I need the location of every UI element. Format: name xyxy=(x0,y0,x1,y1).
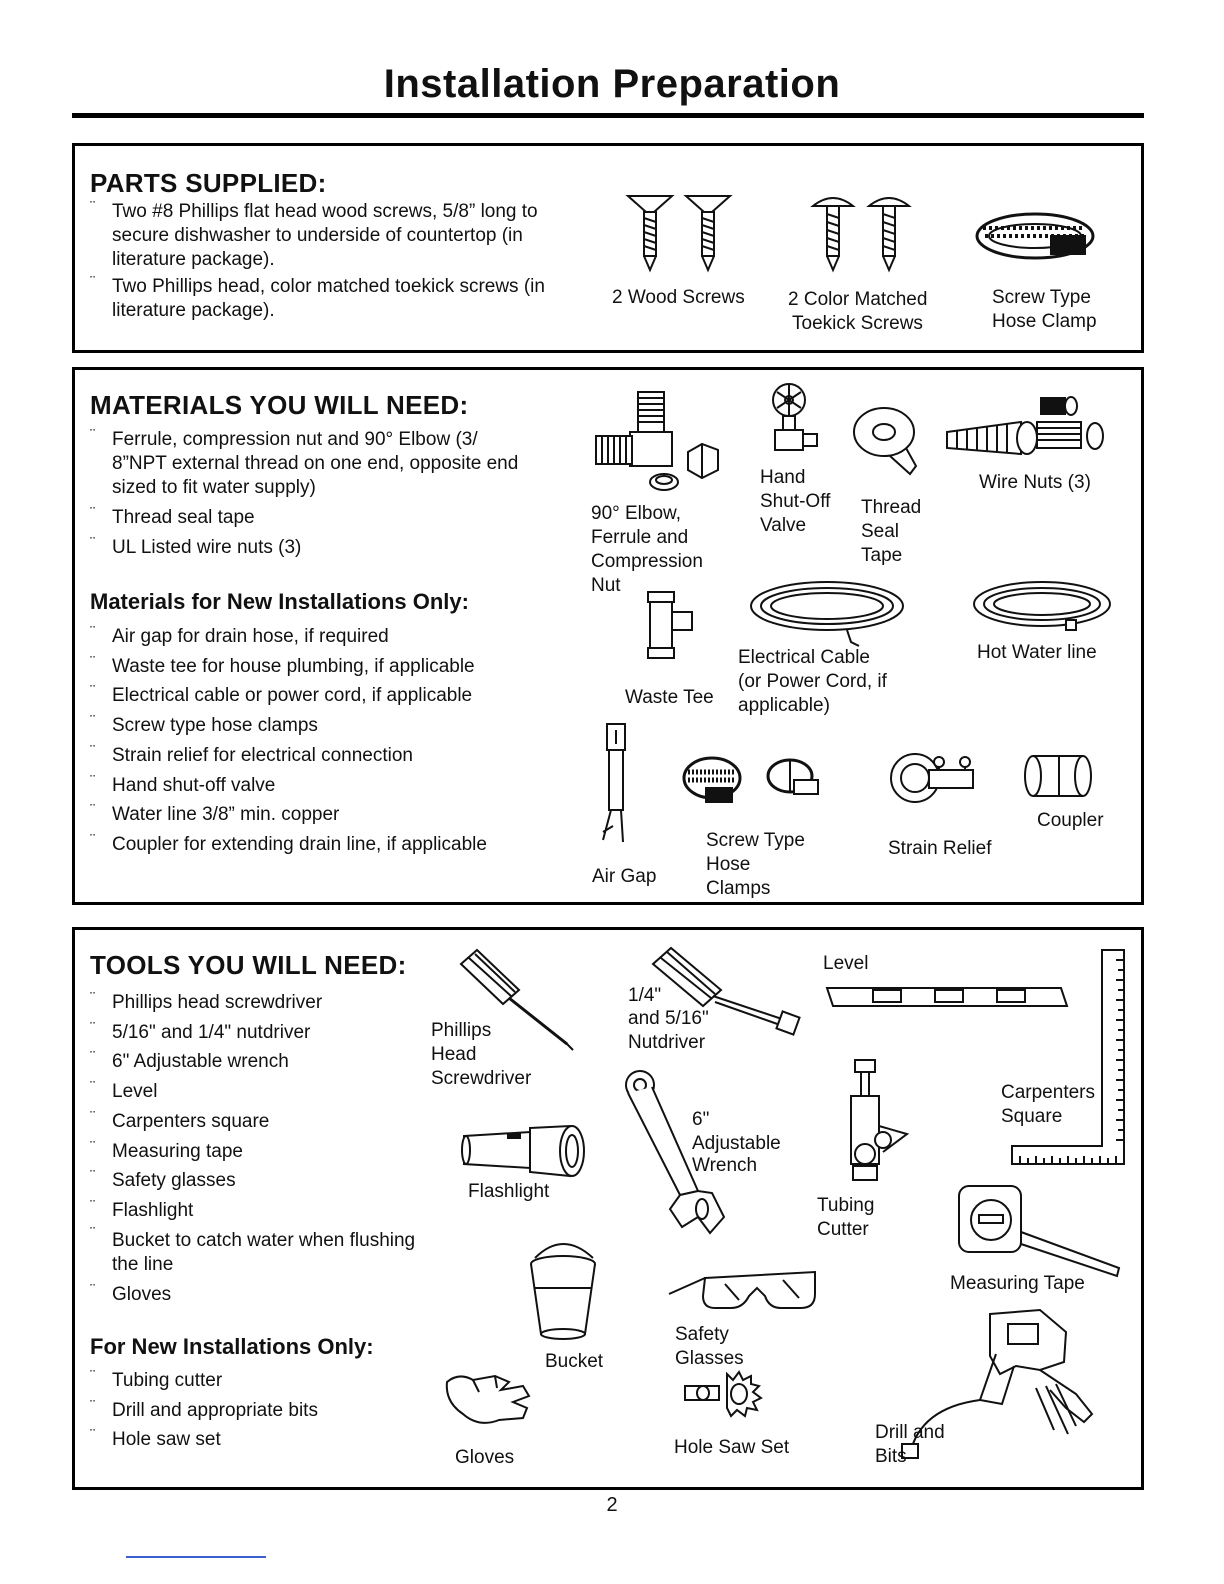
elbow-label-4: Nut xyxy=(591,575,621,596)
tubing-cutter-icon xyxy=(843,1054,923,1189)
tools-new-list xyxy=(90,1366,430,1455)
strain-relief-label: Strain Relief xyxy=(888,838,992,859)
parts-heading: PARTS SUPPLIED: xyxy=(90,168,327,198)
electrical-cable-icon xyxy=(747,576,912,651)
thread-tape-label-2: Seal xyxy=(861,521,900,542)
valve-label-1: Hand xyxy=(760,467,806,488)
wood-screws-icon xyxy=(620,192,740,277)
cutter-label-1: Tubing xyxy=(817,1195,875,1216)
wood-screws-label: 2 Wood Screws xyxy=(612,287,745,308)
hot-water-label: Hot Water line xyxy=(977,642,1097,663)
shut-off-valve-icon xyxy=(763,382,833,462)
measuring-tape-icon xyxy=(955,1182,1125,1277)
flashlight-icon xyxy=(460,1122,600,1182)
square-label-1: Carpenters xyxy=(1001,1082,1095,1103)
materials-list xyxy=(90,428,520,560)
waste-tee-icon xyxy=(628,590,698,665)
hose-clamps-label-1: Screw Type xyxy=(706,830,805,851)
elbow-ferrule-nut-icon xyxy=(590,384,740,494)
hose-clamps-label-2: Hose xyxy=(706,854,751,875)
list-item: ¨ Measuring tape xyxy=(90,1137,430,1167)
elbow-label-3: Compression xyxy=(591,551,703,572)
list-item: ¨ Gloves xyxy=(90,1280,430,1310)
waste-tee-label: Waste Tee xyxy=(625,687,714,708)
elbow-label-1: 90° Elbow, xyxy=(591,503,681,524)
air-gap-icon xyxy=(595,720,645,850)
tools-new-heading: For New Installations Only: xyxy=(90,1334,374,1359)
list-item: ¨ Two Phillips head, color matched toekick screws (in literature package). xyxy=(90,275,560,323)
hose-clamps-label-3: Clamps xyxy=(706,878,771,899)
list-item: ¨ Hand shut-off valve xyxy=(90,771,550,801)
nutdriver-label-3: Nutdriver xyxy=(628,1032,706,1053)
list-item: ¨ UL Listed wire nuts (3) xyxy=(90,536,520,560)
list-item: ¨ Air gap for drain hose, if required xyxy=(90,622,550,652)
hose-clamps-icon xyxy=(678,752,838,812)
drill-label-1: Drill and xyxy=(875,1422,945,1443)
bucket-icon xyxy=(523,1242,608,1347)
list-item: ¨ Tubing cutter xyxy=(90,1366,430,1396)
toekick-screws-label-1: 2 Color Matched xyxy=(788,289,928,310)
carpenters-square-icon xyxy=(1010,946,1130,1171)
air-gap-label: Air Gap xyxy=(592,866,657,887)
title-rule xyxy=(72,113,1144,118)
materials-new-heading: Materials for New Installations Only: xyxy=(90,589,469,614)
list-item: ¨ Carpenters square xyxy=(90,1107,430,1137)
page-number: 2 xyxy=(606,1494,618,1516)
gloves-icon xyxy=(439,1362,544,1437)
glasses-label-1: Safety xyxy=(675,1324,729,1345)
hose-clamp-icon xyxy=(973,206,1103,266)
valve-label-2: Shut-Off xyxy=(760,491,831,512)
tape-measure-label: Measuring Tape xyxy=(950,1273,1085,1294)
tools-heading: TOOLS YOU WILL NEED: xyxy=(90,950,407,980)
toekick-screws-label-2: Toekick Screws xyxy=(792,313,923,334)
footer-link-underline xyxy=(126,1556,266,1558)
list-item: ¨ 5/16" and 1/4" nutdriver xyxy=(90,1018,430,1048)
cable-label-1: Electrical Cable xyxy=(738,647,870,668)
list-item: ¨ Hole saw set xyxy=(90,1425,430,1455)
list-item: ¨ Two #8 Phillips flat head wood screws, 5/8” long to secure dishwasher to underside of countertop (in literature package). xyxy=(90,200,560,272)
strain-relief-icon xyxy=(885,748,980,813)
wire-nuts-icon xyxy=(941,392,1121,467)
tools-list xyxy=(90,988,430,1309)
list-item: ¨ Phillips head screwdriver xyxy=(90,988,430,1018)
materials-new-list xyxy=(90,622,550,860)
toekick-screws-icon xyxy=(803,192,923,277)
list-item: ¨ Coupler for extending drain line, if applicable xyxy=(90,830,550,860)
hole-saw-icon xyxy=(681,1368,781,1423)
gloves-label: Gloves xyxy=(455,1447,515,1468)
thread-tape-icon xyxy=(850,402,925,477)
page-title: Installation Preparation xyxy=(383,62,841,106)
parts-list xyxy=(90,200,560,323)
list-item: ¨ Bucket to catch water when flushing the line xyxy=(90,1226,430,1280)
list-item: ¨ Waste tee for house plumbing, if applicable xyxy=(90,652,550,682)
glasses-label-2: Glasses xyxy=(675,1348,744,1369)
tools-box xyxy=(72,927,1144,1490)
drill-label-2: Bits xyxy=(875,1446,907,1467)
list-item: ¨ Strain relief for electrical connection xyxy=(90,741,550,771)
list-item: ¨ Screw type hose clamps xyxy=(90,711,550,741)
wire-nuts-label: Wire Nuts (3) xyxy=(979,472,1091,493)
cable-label-3: applicable) xyxy=(738,695,830,716)
wood-screw-icon xyxy=(628,196,672,270)
elbow-label-2: Ferrule and xyxy=(591,527,689,548)
materials-box xyxy=(72,367,1144,905)
screwdriver-label-2: Head xyxy=(431,1044,477,1065)
materials-heading: MATERIALS YOU WILL NEED: xyxy=(90,390,469,420)
cutter-label-2: Cutter xyxy=(817,1219,869,1240)
screwdriver-label-1: Phillips xyxy=(431,1020,492,1041)
wrench-label-2: Adjustable xyxy=(692,1133,781,1154)
wrench-label-3: Wrench xyxy=(692,1155,758,1176)
list-item: ¨ Flashlight xyxy=(90,1196,430,1226)
coupler-label: Coupler xyxy=(1037,810,1104,831)
list-item: ¨ Ferrule, compression nut and 90° Elbow (3/ 8”NPT external thread on one end, opposite end sized to fit water supply) xyxy=(90,428,520,500)
wrench-label-1: 6" xyxy=(692,1109,710,1130)
list-item: ¨ Water line 3/8” min. copper xyxy=(90,800,550,830)
list-item: ¨ Thread seal tape xyxy=(90,506,520,530)
thread-tape-label-3: Tape xyxy=(861,545,903,566)
list-item: ¨ Drill and appropriate bits xyxy=(90,1396,430,1426)
thread-tape-label-1: Thread xyxy=(861,497,922,518)
list-item: ¨ Safety glasses xyxy=(90,1166,430,1196)
list-item: ¨ Level xyxy=(90,1077,430,1107)
nutdriver-label-2: and 5/16" xyxy=(628,1008,709,1029)
hose-clamp-label-2: Hose Clamp xyxy=(992,311,1097,332)
valve-label-3: Valve xyxy=(760,515,807,536)
square-label-2: Square xyxy=(1001,1106,1063,1127)
list-item: ¨ 6" Adjustable wrench xyxy=(90,1047,430,1077)
bucket-label: Bucket xyxy=(545,1351,604,1372)
cable-label-2: (or Power Cord, if xyxy=(738,671,887,692)
coupler-icon xyxy=(1023,752,1103,802)
screwdriver-label-3: Screwdriver xyxy=(431,1068,532,1089)
list-item: ¨ Electrical cable or power cord, if applicable xyxy=(90,681,550,711)
hot-water-line-icon xyxy=(970,576,1120,641)
parts-supplied-box xyxy=(72,143,1144,353)
hole-saw-label: Hole Saw Set xyxy=(674,1437,790,1458)
level-label: Level xyxy=(823,953,869,974)
flashlight-label: Flashlight xyxy=(468,1181,550,1202)
hose-clamp-label-1: Screw Type xyxy=(992,287,1091,308)
safety-glasses-icon xyxy=(665,1264,835,1319)
nutdriver-label-1: 1/4" xyxy=(628,985,662,1006)
